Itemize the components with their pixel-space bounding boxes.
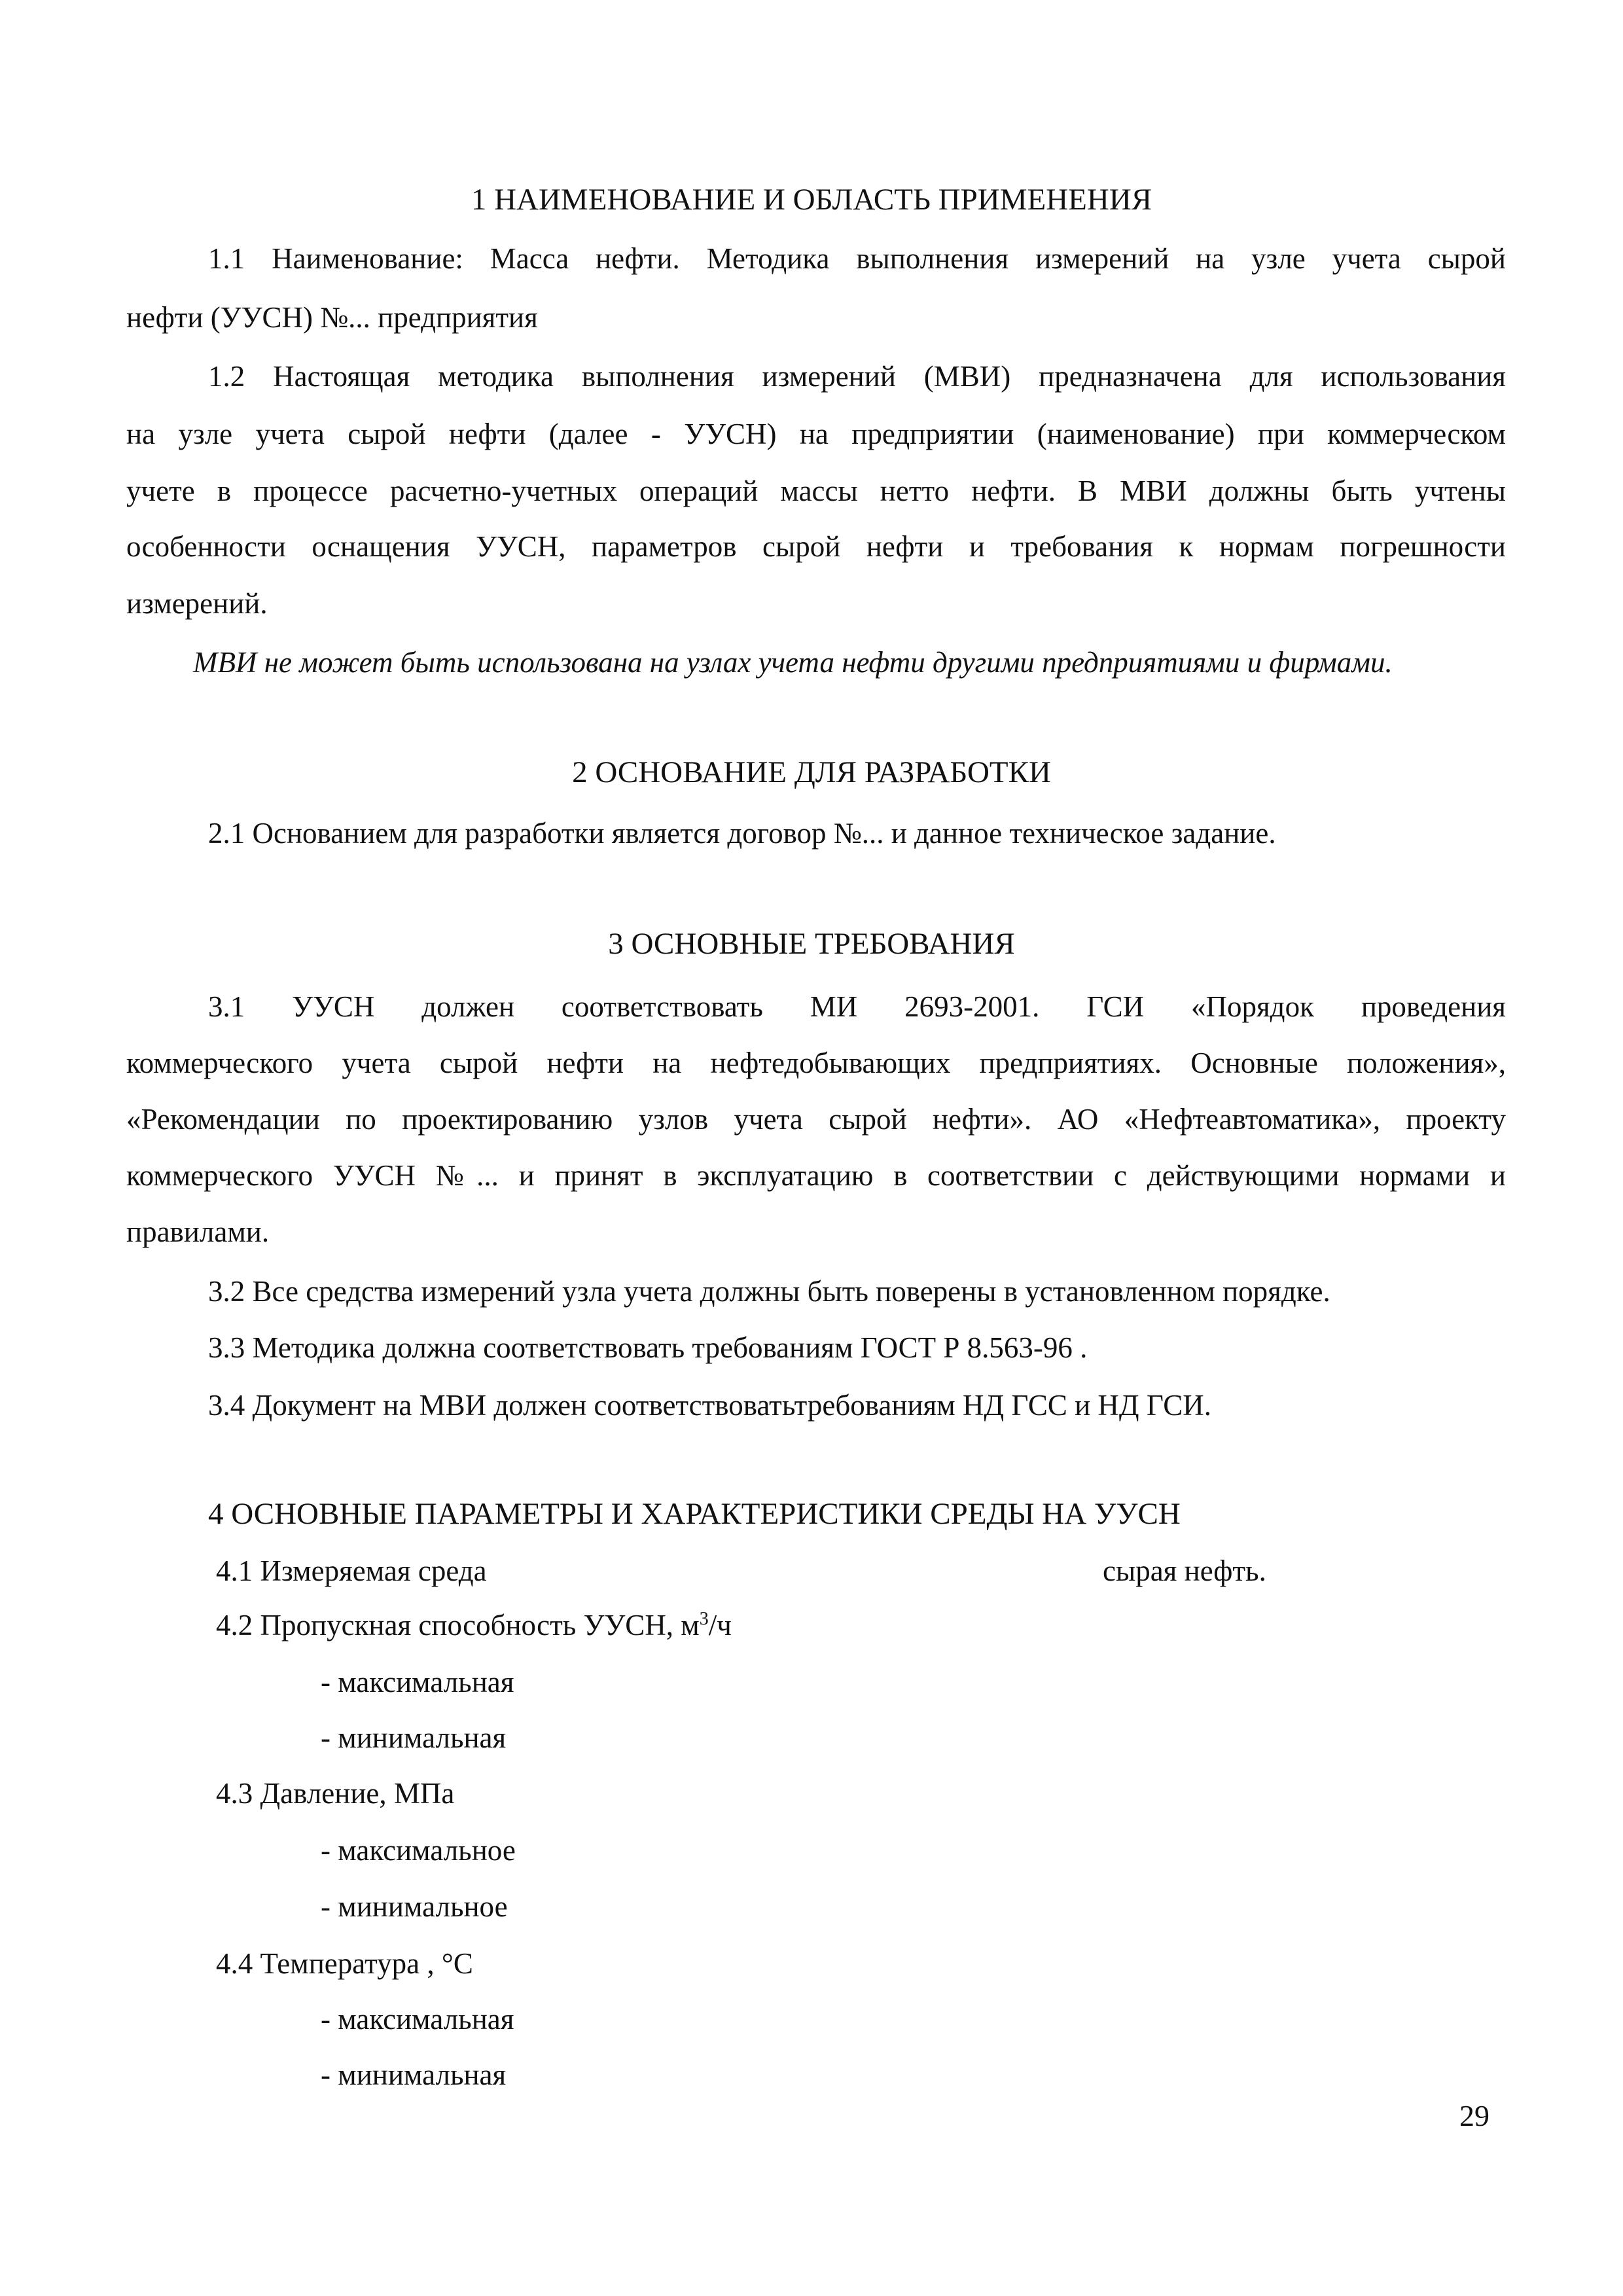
paragraph-3-1-line: коммерческого УУСН №... и принят в эксплуатацию в соответствии с действующими нормами и xyxy=(126,1159,1506,1192)
item-4-3-max: - максимальное xyxy=(321,1834,516,1867)
item-4-4-max: - максимальная xyxy=(321,2003,514,2036)
paragraph-3-3: 3.3 Методика должна соответствовать требованиям ГОСТ Р 8.563-96 . xyxy=(208,1331,1088,1364)
item-4-2-label: 4.2 Пропускная способность УУСН, $м^3/ч$ xyxy=(216,1609,732,1641)
restriction-note: МВИ не может быть использована на узлах учета нефти другими предприятиями и фирмами. xyxy=(193,646,1393,679)
paragraph-3-1-line: правилами. xyxy=(126,1215,270,1248)
item-4-1-value: сырая нефть. xyxy=(1103,1554,1266,1587)
item-4-2-max: - максимальная xyxy=(321,1666,514,1698)
paragraph-1-2-line: измерений. xyxy=(126,587,268,620)
paragraph-1-2-line: особенности оснащения УУСН, параметров сырой нефти и требования к нормам погрешности xyxy=(126,530,1506,563)
item-4-1-label: 4.1 Измеряемая среда xyxy=(216,1554,487,1587)
page-number: 29 xyxy=(1459,2099,1489,2132)
paragraph-1-1-line: нефти (УУСН) №... предприятия xyxy=(126,301,538,334)
paragraph-1-1-line: 1.1 Наименование: Масса нефти. Методика выполнения измерений на узле учета сырой xyxy=(208,242,1506,275)
paragraph-3-2: 3.2 Все средства измерений узла учета должны быть поверены в установленном порядке. xyxy=(208,1275,1330,1308)
paragraph-1-2-line: учете в процессе расчетно-учетных операций массы нетто нефти. В МВИ должны быть учтены xyxy=(126,475,1506,507)
item-4-2-min: - минимальная xyxy=(321,1721,507,1754)
paragraph-3-1-line: коммерческого учета сырой нефти на нефтедобывающих предприятиях. Основные положения», xyxy=(126,1047,1506,1079)
paragraph-3-4: 3.4 Документ на МВИ должен соответствоватьтребованиям НД ГСС и НД ГСИ. xyxy=(208,1389,1212,1422)
section-4-heading: 4 ОСНОВНЫЕ ПАРАМЕТРЫ И ХАРАКТЕРИСТИКИ СРЕДЫ НА УУСН xyxy=(208,1497,1181,1531)
section-2-heading: 2 ОСНОВАНИЕ ДЛЯ РАЗРАБОТКИ xyxy=(572,755,1051,789)
paragraph-1-2-line: на узле учета сырой нефти (далее - УУСН) на предприятии (наименование) при коммерческом xyxy=(126,418,1506,450)
paragraph-3-1-line: 3.1 УУСН должен соответствовать МИ 2693-2001. ГСИ «Порядок проведения xyxy=(208,990,1506,1023)
paragraph-1-2-line: 1.2 Настоящая методика выполнения измерений (МВИ) предназначена для использования xyxy=(208,360,1506,393)
section-1-heading: 1 НАИМЕНОВАНИЕ И ОБЛАСТЬ ПРИМЕНЕНИЯ xyxy=(471,183,1152,217)
item-4-4-label: 4.4 Температура , °С xyxy=(216,1947,473,1980)
section-3-heading: 3 ОСНОВНЫЕ ТРЕБОВАНИЯ xyxy=(608,927,1015,961)
paragraph-3-1-line: «Рекомендации по проектированию узлов учета сырой нефти». АО «Нефтеавтоматика», проекту xyxy=(126,1103,1506,1136)
paragraph-2-1: 2.1 Основанием для разработки является договор №... и данное техническое задание. xyxy=(208,817,1276,850)
item-4-3-label: 4.3 Давление, МПа xyxy=(216,1777,455,1810)
item-4-3-min: - минимальное xyxy=(321,1890,508,1923)
item-4-4-min: - минимальная xyxy=(321,2058,507,2091)
